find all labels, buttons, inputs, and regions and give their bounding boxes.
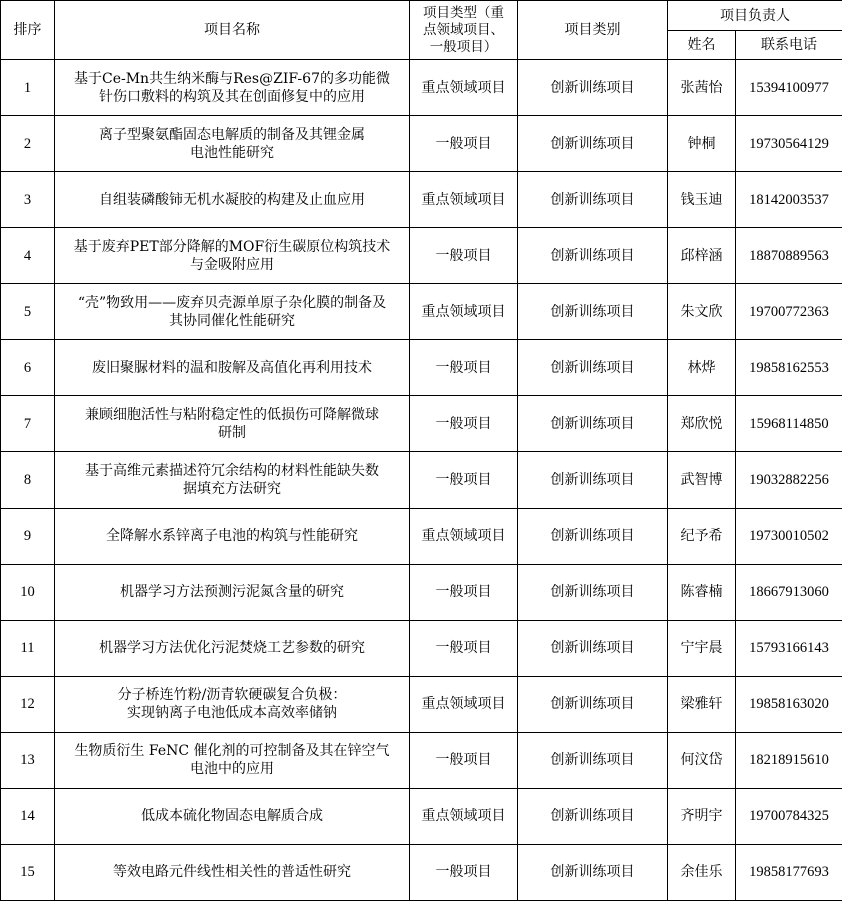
cell-project-type: 一般项目 (410, 732, 518, 788)
project-name-line1: 全降解水系锌离子电池的构筑与性能研究 (106, 528, 358, 545)
header-project-type-line2: 点领域项目、 (423, 21, 504, 38)
cell-leader-phone: 15793166143 (736, 620, 842, 676)
cell-leader-name: 钟桐 (668, 116, 736, 172)
cell-rank: 13 (1, 732, 55, 788)
cell-project-name (55, 60, 410, 116)
cell-rank: 6 (1, 340, 55, 396)
table-body (1, 60, 842, 901)
cell-project-type: 重点领域项目 (410, 60, 518, 116)
cell-project-category: 创新训练项目 (518, 60, 668, 116)
cell-leader-name: 武智博 (668, 452, 736, 508)
cell-project-category: 创新训练项目 (518, 452, 668, 508)
header-leader-phone: 联系电话 (736, 31, 842, 60)
cell-project-category: 创新训练项目 (518, 620, 668, 676)
project-name-line1: 废旧聚脲材料的温和胺解及高值化再利用技术 (92, 359, 372, 376)
cell-rank: 8 (1, 452, 55, 508)
cell-project-type: 重点领域项目 (410, 788, 518, 844)
cell-leader-name: 梁雅轩 (668, 676, 736, 732)
cell-rank: 4 (1, 228, 55, 284)
project-name-line2: 针伤口敷料的构筑及其在创面修复中的应用 (99, 88, 365, 105)
cell-rank: 2 (1, 116, 55, 172)
cell-leader-name: 钱玉迪 (668, 172, 736, 228)
project-name-line1: 机器学习方法优化污泥焚烧工艺参数的研究 (99, 640, 365, 657)
project-name-line1: 基于废弃PET部分降解的MOF衍生碳原位构筑技术 (73, 238, 391, 255)
cell-rank: 5 (1, 284, 55, 340)
cell-project-type: 一般项目 (410, 228, 518, 284)
cell-project-category: 创新训练项目 (518, 228, 668, 284)
header-project-type (410, 1, 518, 60)
cell-leader-name: 何汶岱 (668, 732, 736, 788)
cell-leader-name: 张茜怡 (668, 60, 736, 116)
cell-project-name (55, 452, 410, 508)
table-row (1, 564, 842, 620)
project-name-line2: 其协同催化性能研究 (169, 312, 295, 329)
cell-project-type: 一般项目 (410, 340, 518, 396)
cell-rank: 14 (1, 788, 55, 844)
cell-leader-phone: 19858163020 (736, 676, 842, 732)
header-project-category: 项目类别 (518, 1, 668, 60)
header-project-type-line3: 一般项目） (429, 38, 498, 55)
table-row (1, 676, 842, 732)
cell-leader-phone: 15394100977 (736, 60, 842, 116)
cell-leader-phone: 15968114850 (736, 396, 842, 452)
cell-project-type: 重点领域项目 (410, 676, 518, 732)
table-row (1, 508, 842, 564)
header-leader: 项目负责人 (668, 1, 842, 31)
cell-leader-name: 纪予希 (668, 508, 736, 564)
project-name-line2: 电池中的应用 (190, 761, 274, 778)
project-name-line1: 离子型聚氨酯固态电解质的制备及其锂金属 (99, 126, 365, 143)
header-project-name: 项目名称 (55, 1, 410, 60)
cell-project-category: 创新训练项目 (518, 844, 668, 900)
cell-project-category: 创新训练项目 (518, 396, 668, 452)
cell-project-type: 一般项目 (410, 564, 518, 620)
cell-project-name (55, 116, 410, 172)
project-name-line2: 与金吸附应用 (190, 256, 274, 273)
cell-leader-phone: 19730010502 (736, 508, 842, 564)
cell-leader-phone: 19032882256 (736, 452, 842, 508)
cell-rank: 7 (1, 396, 55, 452)
project-name-line2: 电池性能研究 (190, 144, 274, 161)
cell-rank: 11 (1, 620, 55, 676)
project-name-line1: 等效电路元件线性相关性的普适性研究 (113, 864, 351, 881)
cell-rank: 10 (1, 564, 55, 620)
cell-project-type: 一般项目 (410, 844, 518, 900)
project-name-line1: 生物质衍生 FeNC 催化剂的可控制备及其在锌空气 (74, 743, 390, 760)
cell-leader-phone: 18142003537 (736, 172, 842, 228)
cell-project-name (55, 788, 410, 844)
table-row (1, 620, 842, 676)
cell-project-name (55, 508, 410, 564)
cell-leader-name: 余佳乐 (668, 844, 736, 900)
cell-leader-name: 陈睿楠 (668, 564, 736, 620)
cell-rank: 9 (1, 508, 55, 564)
header-rank: 排序 (1, 1, 55, 60)
cell-leader-phone: 19700772363 (736, 284, 842, 340)
table-row (1, 788, 842, 844)
cell-rank: 15 (1, 844, 55, 900)
project-name-line2: 研制 (218, 424, 246, 441)
cell-rank: 12 (1, 676, 55, 732)
cell-project-name (55, 228, 410, 284)
cell-leader-phone: 19700784325 (736, 788, 842, 844)
cell-leader-name: 林烨 (668, 340, 736, 396)
project-name-line1: 基于Ce-Mn共生纳米酶与Res@ZIF-67的多功能微 (74, 70, 390, 87)
cell-project-name (55, 340, 410, 396)
cell-project-name (55, 564, 410, 620)
project-name-line2: 实现钠离子电池低成本高效率储钠 (127, 705, 337, 722)
cell-project-category: 创新训练项目 (518, 732, 668, 788)
cell-project-category: 创新训练项目 (518, 116, 668, 172)
cell-leader-phone: 19858162553 (736, 340, 842, 396)
cell-leader-name: 朱文欣 (668, 284, 736, 340)
project-name-line1: 兼顾细胞活性与粘附稳定性的低损伤可降解微球 (85, 406, 379, 423)
table-row (1, 116, 842, 172)
cell-leader-phone: 18667913060 (736, 564, 842, 620)
cell-project-category: 创新训练项目 (518, 340, 668, 396)
cell-rank: 1 (1, 60, 55, 116)
cell-project-name (55, 172, 410, 228)
project-name-line2: 据填充方法研究 (183, 480, 281, 497)
project-name-line1: 自组装磷酸铈无机水凝胶的构建及止血应用 (99, 191, 365, 208)
cell-leader-phone: 19730564129 (736, 116, 842, 172)
cell-project-name (55, 396, 410, 452)
cell-project-category: 创新训练项目 (518, 172, 668, 228)
cell-project-name (55, 732, 410, 788)
cell-leader-name: 郑欣悦 (668, 396, 736, 452)
cell-project-type: 重点领域项目 (410, 172, 518, 228)
project-name-line1: “壳”物致用——废弃贝壳源单原子杂化膜的制备及 (77, 294, 387, 311)
cell-project-type: 重点领域项目 (410, 284, 518, 340)
table-row (1, 732, 842, 788)
cell-project-category: 创新训练项目 (518, 788, 668, 844)
project-name-line1: 机器学习方法预测污泥氮含量的研究 (120, 584, 344, 601)
project-name-line1: 低成本硫化物固态电解质合成 (141, 808, 323, 825)
cell-project-name (55, 844, 410, 900)
table-row (1, 340, 842, 396)
cell-project-name (55, 620, 410, 676)
cell-project-type: 一般项目 (410, 396, 518, 452)
header-project-type-line1: 项目类型（重 (423, 4, 504, 21)
cell-leader-phone: 18218915610 (736, 732, 842, 788)
cell-project-type: 一般项目 (410, 452, 518, 508)
cell-leader-name: 齐明宇 (668, 788, 736, 844)
cell-leader-phone: 18870889563 (736, 228, 842, 284)
cell-leader-name: 邱梓涵 (668, 228, 736, 284)
table-row (1, 396, 842, 452)
cell-project-type: 重点领域项目 (410, 508, 518, 564)
cell-leader-name: 宁宇晨 (668, 620, 736, 676)
cell-project-category: 创新训练项目 (518, 564, 668, 620)
table-row (1, 172, 842, 228)
cell-project-category: 创新训练项目 (518, 676, 668, 732)
header-leader-name: 姓名 (668, 31, 736, 60)
project-name-line1: 基于高维元素描述符冗余结构的材料性能缺失数 (85, 462, 379, 479)
cell-project-category: 创新训练项目 (518, 508, 668, 564)
cell-leader-phone: 19858177693 (736, 844, 842, 900)
project-name-line1: 分子桥连竹粉/沥青软硬碳复合负极： (117, 687, 347, 704)
table-row (1, 284, 842, 340)
cell-project-type: 一般项目 (410, 116, 518, 172)
table-row (1, 60, 842, 116)
table-row (1, 452, 842, 508)
table-row (1, 844, 842, 900)
cell-project-name (55, 284, 410, 340)
table-row (1, 228, 842, 284)
cell-project-category: 创新训练项目 (518, 284, 668, 340)
cell-project-type: 一般项目 (410, 620, 518, 676)
cell-project-name (55, 676, 410, 732)
cell-rank: 3 (1, 172, 55, 228)
